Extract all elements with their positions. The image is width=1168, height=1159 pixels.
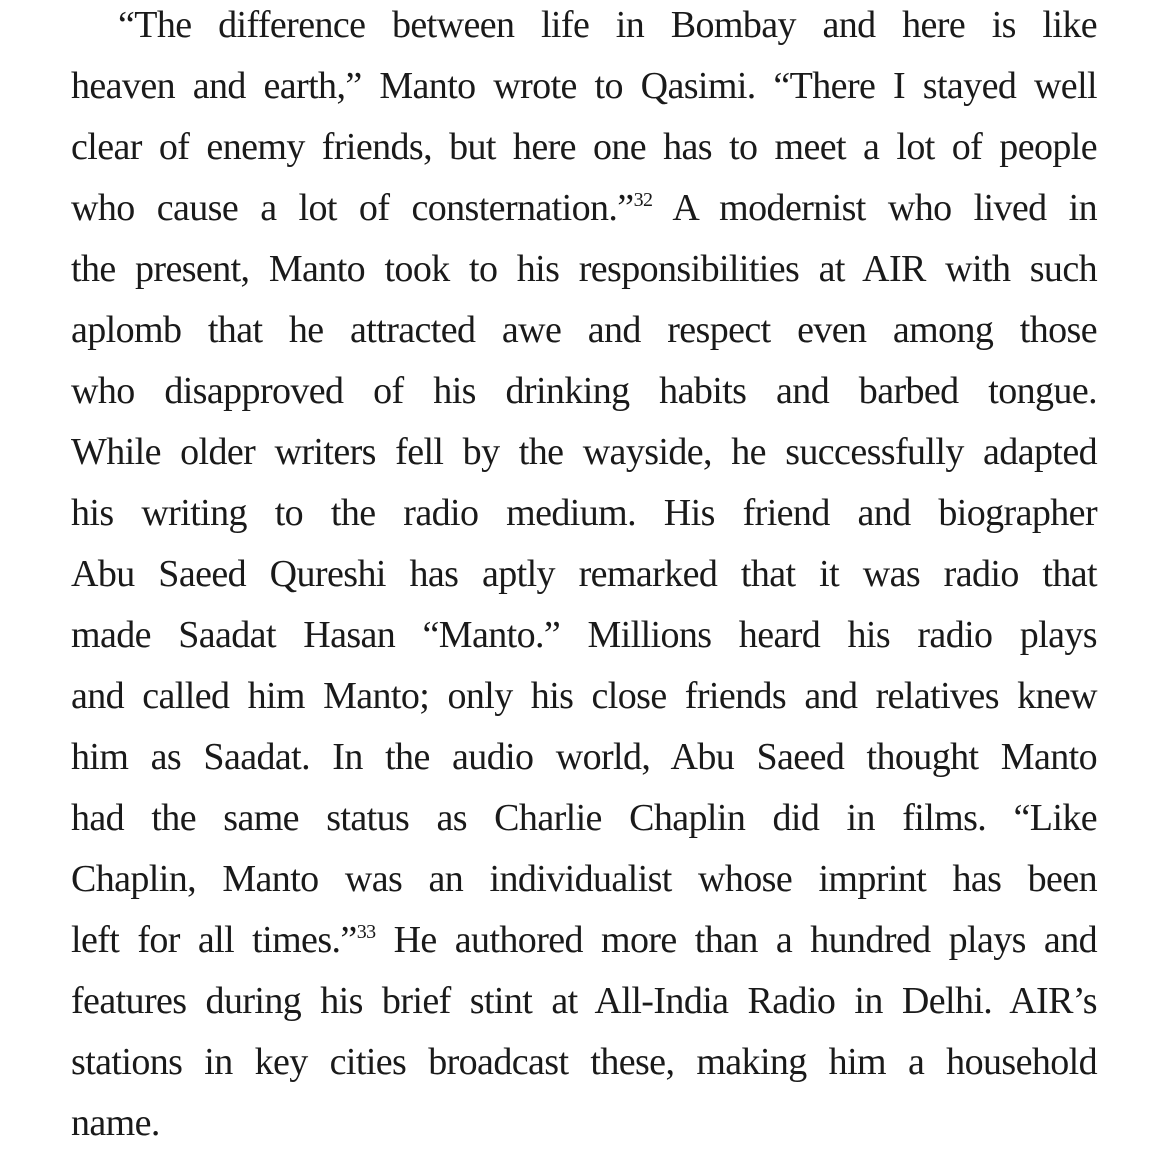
footnote-marker[interactable]: 33 (356, 921, 376, 943)
text-line (71, 975, 1097, 1036)
line-text: him as Saadat. In the audio world, Abu Saeed thought Manto (71, 736, 1097, 778)
line-text: left for all times.” (71, 919, 357, 961)
line-text: made Saadat Hasan “Manto.” Millions heard his radio plays (71, 614, 1097, 656)
line-text: had the same status as Charlie Chaplin did in films. “Like (71, 797, 1097, 839)
document-page (71, 0, 1097, 1158)
text-line (71, 121, 1097, 182)
text-line (71, 792, 1097, 853)
text-line (71, 670, 1097, 731)
text-line (71, 731, 1097, 792)
line-text: his writing to the radio medium. His friend and biographer (71, 492, 1097, 534)
line-text: stations in key cities broadcast these, making him a household (71, 1041, 1097, 1083)
text-line (71, 365, 1097, 426)
body-paragraph (71, 0, 1097, 1158)
text-line (71, 182, 1097, 243)
line-text: heaven and earth,” Manto wrote to Qasimi. “There I stayed well (71, 65, 1097, 107)
line-text: Chaplin, Manto was an individualist whose imprint has been (71, 858, 1097, 900)
line-text: who cause a lot of consternation.” (71, 187, 634, 229)
text-line (71, 0, 1097, 60)
line-text-continued: He authored more than a hundred plays and (375, 919, 1097, 961)
text-line (71, 1036, 1097, 1097)
text-line (71, 304, 1097, 365)
line-text: and called him Manto; only his close friends and relatives knew (71, 675, 1097, 717)
text-line (71, 548, 1097, 609)
text-line (71, 243, 1097, 304)
line-text: clear of enemy friends, but here one has to meet a lot of people (71, 126, 1097, 168)
text-line (71, 487, 1097, 548)
footnote-marker[interactable]: 32 (633, 189, 653, 211)
line-text: “The difference between life in Bombay and here is like (118, 4, 1097, 46)
line-text: Abu Saeed Qureshi has aptly remarked that it was radio that (71, 553, 1097, 595)
line-text: aplomb that he attracted awe and respect even among those (71, 309, 1097, 351)
line-text: the present, Manto took to his responsibilities at AIR with such (71, 248, 1097, 290)
line-text: While older writers fell by the wayside, he successfully adapted (71, 431, 1097, 473)
text-line (71, 1097, 1097, 1158)
text-line (71, 853, 1097, 914)
line-text: name. (71, 1102, 160, 1144)
text-line (71, 60, 1097, 121)
line-text: who disapproved of his drinking habits and barbed tongue. (71, 370, 1097, 412)
text-line (71, 426, 1097, 487)
text-line (71, 609, 1097, 670)
line-text: features during his brief stint at All-India Radio in Delhi. AIR’s (71, 980, 1097, 1022)
line-text-continued: A modernist who lived in (652, 187, 1097, 229)
text-line (71, 914, 1097, 975)
